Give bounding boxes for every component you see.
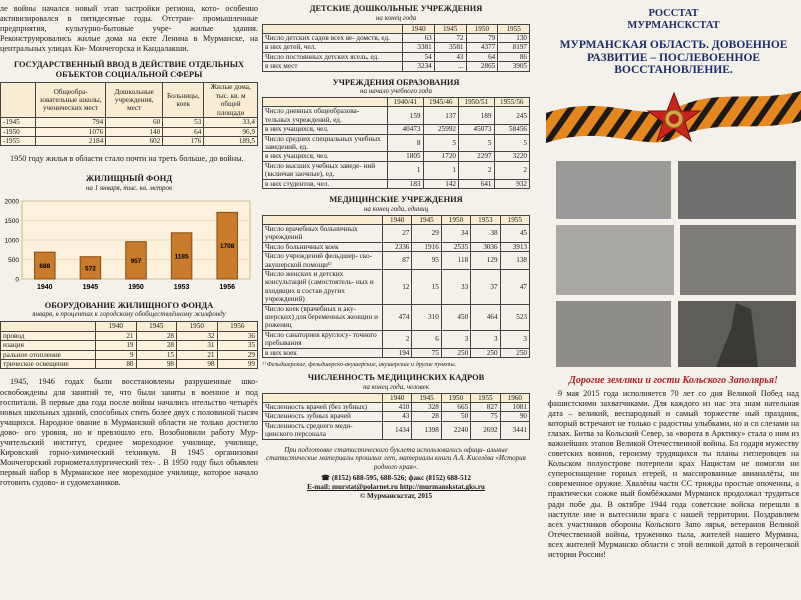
table-cell: 3 (500, 330, 529, 348)
table-cell: 96,9 (204, 127, 258, 136)
table-cell: 63 (403, 33, 435, 42)
table-cell: 1805 (388, 152, 424, 161)
right-column (546, 0, 801, 600)
table-cell: 3581 (434, 43, 466, 52)
x-tick-label: 1950 (128, 283, 144, 291)
table-cell: 142 (423, 179, 459, 188)
row-label: Численность среднего меди- цинского персонала (263, 421, 383, 439)
table-row (1, 127, 258, 136)
table-row (1, 331, 258, 340)
table-cell: 3220 (494, 152, 530, 161)
copyright: © Мурманскстат, 2015 (359, 492, 433, 501)
x-tick-label: 1953 (173, 283, 190, 291)
table-cell: 641 (459, 179, 495, 188)
table-row (263, 161, 530, 179)
table-cell: 43 (434, 52, 466, 61)
table-cell: ... (434, 62, 466, 71)
table-cell: 60 (106, 118, 163, 127)
education-header: 1945/46 (423, 98, 459, 107)
medical-footnote: ¹⁾ Фельдшерские, фельдшерско-акушерские, акушерские и другие пункты. (262, 361, 457, 369)
table-cell: 328 (412, 403, 441, 412)
table-cell: 4377 (466, 43, 498, 52)
table-cell: 189 (459, 107, 495, 125)
bar-value-label: 957 (130, 257, 142, 265)
table-cell: 410 (383, 403, 412, 412)
y-tick-label: 0 (15, 276, 19, 284)
table-cell: 794 (36, 118, 106, 127)
education-table (262, 97, 530, 189)
table-cell: 35 (217, 341, 258, 350)
table-cell: 665 (441, 403, 470, 412)
table-cell: 1 (423, 161, 459, 179)
table-cell: 2692 (471, 421, 500, 439)
bar-value-label: 1185 (174, 253, 189, 261)
table-cell: 75 (412, 348, 441, 357)
row-label: -1955 (1, 136, 36, 145)
table-cell: 5 (459, 134, 495, 152)
table-cell: 130 (498, 33, 530, 42)
table-cell: 64 (466, 52, 498, 61)
row-label: в них коек (263, 348, 383, 357)
table-cell: 28 (412, 412, 441, 421)
medstaff-table (262, 393, 530, 440)
table-cell: 90 (500, 412, 529, 421)
table-cell: 183 (388, 179, 424, 188)
housing-fund-chart-title: ЖИЛИЩНЫЙ ФОНД (85, 174, 173, 184)
table-row (263, 252, 530, 270)
medical-title: МЕДИЦИНСКИЕ УЧРЕЖДЕНИЯ (329, 195, 463, 205)
table-row (263, 33, 530, 42)
x-tick-label: 1945 (82, 283, 99, 291)
bar-value-label: 572 (84, 265, 96, 273)
x-tick-label: 1956 (219, 283, 235, 291)
row-label: Число коек (врачебных и аку- шерских) для беременных женщин и рожениц (263, 304, 383, 330)
table-cell: 932 (494, 179, 530, 188)
y-tick-label: 500 (8, 256, 19, 264)
housing-equipment-header: 1945 (136, 322, 177, 331)
education-header: 1955/56 (494, 98, 530, 107)
table-cell: 464 (471, 304, 500, 330)
table-cell: 189,5 (204, 136, 258, 145)
row-label: Число средних специальных учебных заведений, ед. (263, 134, 388, 152)
bar-value-label: 1708 (219, 243, 235, 251)
x-tick-label: 1940 (37, 283, 53, 291)
bar-value-label: 688 (39, 262, 51, 270)
table-cell: 2535 (441, 242, 470, 251)
education-subtitle: на начало учебного года (360, 87, 432, 96)
table-cell: 45073 (459, 125, 495, 134)
y-tick-label: 1000 (4, 237, 19, 245)
medstaff-subtitle: на конец года, человек (362, 382, 430, 391)
social-objects-header: Больницы, коек (163, 83, 204, 118)
education-header: 1950/51 (459, 98, 495, 107)
table-row (263, 412, 530, 421)
medical-header (263, 215, 383, 224)
medical-header: 1950 (441, 215, 470, 224)
contact-email[interactable]: E-mail: murstat@polarnet.ru http://murmanskstat.gks.ru (307, 483, 485, 492)
table-row (1, 350, 258, 359)
table-cell: 31 (177, 341, 218, 350)
table-cell: 15 (412, 270, 441, 305)
row-label: в них учащихся, чел. (263, 125, 388, 134)
table-cell: 3905 (498, 62, 530, 71)
table-cell: 72 (434, 33, 466, 42)
org-rosstat: РОССТАТ (648, 8, 699, 19)
housing-fund-chart (0, 195, 255, 295)
table-cell: 3 (441, 330, 470, 348)
table-cell: 36 (217, 331, 258, 340)
table-cell: 5 (494, 134, 530, 152)
table-row (263, 421, 530, 439)
table-cell: 87 (383, 252, 412, 270)
medical-header: 1945 (412, 215, 441, 224)
table-row (1, 118, 258, 127)
preschool-header: 1955 (498, 24, 530, 33)
medical-header: 1940 (383, 215, 412, 224)
housing-equipment-header (1, 322, 96, 331)
housing-equipment-subtitle: января, в процентах к городскому обобществлённому жилфонду (32, 310, 226, 319)
table-cell: 37 (471, 270, 500, 305)
table-cell: 602 (106, 136, 163, 145)
table-row (1, 341, 258, 350)
table-row (263, 330, 530, 348)
row-label: в них детей, чел. (263, 43, 403, 52)
table-cell: 2 (383, 330, 412, 348)
row-label: провод (1, 331, 96, 340)
table-cell: 176 (163, 136, 204, 145)
row-label: Численность зубных врачей (263, 412, 383, 421)
table-cell: 58456 (494, 125, 530, 134)
table-row (263, 152, 530, 161)
table-cell: 250 (441, 348, 470, 357)
medical-table (262, 215, 530, 359)
left-column (0, 0, 258, 600)
row-label: Число санаториев круглосу- точного пребывания (263, 330, 383, 348)
row-label: Число больничных коек (263, 242, 383, 251)
table-cell: 138 (500, 252, 529, 270)
preschool-header (263, 24, 403, 33)
table-row (263, 52, 530, 61)
table-cell: 2184 (36, 136, 106, 145)
table-cell: 99 (217, 360, 258, 369)
table-cell: 29 (217, 350, 258, 359)
preschool-table (262, 24, 530, 72)
medstaff-header: 1945 (412, 393, 441, 402)
table-cell: 129 (471, 252, 500, 270)
table-row (263, 125, 530, 134)
social-objects-header: Дошкольные учреждения, мест (106, 83, 163, 118)
social-objects-header: Жилые дома, тыс. кв. м общей площади (204, 83, 258, 118)
table-cell: 27 (383, 225, 412, 243)
housing-equipment-title: ОБОРУДОВАНИЕ ЖИЛИЩНОГО ФОНДА (44, 300, 214, 310)
table-cell: 474 (383, 304, 412, 330)
org-murmanskstat: МУРМАНСКСТАТ (627, 19, 720, 31)
table-cell: 54 (403, 52, 435, 61)
table-cell: 245 (494, 107, 530, 125)
table-cell: 75 (471, 412, 500, 421)
y-tick-label: 1500 (4, 217, 19, 225)
row-label: в них мест (263, 62, 403, 71)
row-label: трическое освещение (1, 360, 96, 369)
housing-equipment-header: 1950 (177, 322, 218, 331)
table-cell: 34 (441, 225, 470, 243)
table-cell: 25992 (423, 125, 459, 134)
table-cell: 28 (136, 331, 177, 340)
table-cell: 98 (177, 360, 218, 369)
table-row (1, 360, 258, 369)
table-cell: 8 (388, 134, 424, 152)
preschool-header: 1945 (434, 24, 466, 33)
table-cell: 2 (494, 161, 530, 179)
table-cell: 45 (500, 225, 529, 243)
row-label: Число женских и детских консультаций (самостоятель- ных и входящих в состав других учреждений) (263, 270, 383, 305)
table-row (263, 43, 530, 52)
row-label: Число учреждений фельдшер- ско-акушерской помощи¹⁾ (263, 252, 383, 270)
row-label: ральное отопление (1, 350, 96, 359)
social-objects-table (0, 82, 258, 146)
table-cell: 9 (96, 350, 137, 359)
table-cell: 19 (96, 341, 137, 350)
table-cell: 1 (388, 161, 424, 179)
table-cell: 2336 (383, 242, 412, 251)
preschool-header: 1950 (466, 24, 498, 33)
table-cell: 64 (163, 127, 204, 136)
social-objects-header: Общеобра- зовательные школы, ученических мест (36, 83, 106, 118)
preschool-header: 1940 (403, 24, 435, 33)
table-cell: 40473 (388, 125, 424, 134)
table-cell: 12 (383, 270, 412, 305)
medical-header: 1955 (500, 215, 529, 224)
table-cell: 43 (383, 412, 412, 421)
table-cell: 159 (388, 107, 424, 125)
table-cell: 80 (96, 360, 137, 369)
table-cell: 33 (441, 270, 470, 305)
table-cell: 450 (441, 304, 470, 330)
row-label: в них студентов, чел. (263, 179, 388, 188)
medstaff-header (263, 393, 383, 402)
table-cell: 2865 (466, 62, 498, 71)
housing-growth-paragraph: 1950 году жилья в области стало почти на треть больше, до войны. (10, 154, 244, 164)
table-cell: 1720 (423, 152, 459, 161)
table-row (263, 403, 530, 412)
table-row (263, 242, 530, 251)
row-label: Число высших учебных заведе- ний (включая заочные), ед. (263, 161, 388, 179)
table-cell: 2240 (441, 421, 470, 439)
ribbon-and-order-emblem (546, 83, 801, 373)
table-cell: 28 (136, 341, 177, 350)
row-label: Число постоянных детских ясель, ед. (263, 52, 403, 61)
housing-fund-chart-subtitle: на 1 января, тыс. кв. метров (85, 183, 173, 192)
table-cell: 3913 (500, 242, 529, 251)
social-objects-title: ГОСУДАРСТВЕННЫЙ ВВОД В ДЕЙСТВИЕ ОТДЕЛЬНЫХ ОБЪЕКТОВ СОЦИАЛЬНОЙ СФЕРЫ (13, 60, 245, 79)
table-cell: 47 (500, 270, 529, 305)
table-cell: 6 (412, 330, 441, 348)
row-label: Численность врачей (без зубных) (263, 403, 383, 412)
row-label: -1950 (1, 127, 36, 136)
table-cell: 250 (471, 348, 500, 357)
medstaff-header: 1955 (471, 393, 500, 402)
intro-paragraph: ле войны начался новый этап застройки региона, кото- особенно активизировался в пятидесятые годы. Отстраи- промышленные предприятия, культурно-бытовые учре- жилые здания. Реконструировались жилые дома на екте Ленина в Мурманске, на центральных улицах Ки- Мончегорска и Кандалакши. (0, 4, 258, 54)
row-label: в них учащихся, чел. (263, 152, 388, 161)
y-tick-label: 2000 (4, 198, 19, 206)
table-row (263, 134, 530, 152)
education-header (263, 98, 388, 107)
housing-equipment-table (0, 321, 258, 369)
table-cell: 2 (459, 161, 495, 179)
table-cell: 98 (136, 360, 177, 369)
table-cell: 827 (471, 403, 500, 412)
table-cell: 1076 (36, 127, 106, 136)
table-row (263, 304, 530, 330)
table-cell: 2297 (459, 152, 495, 161)
table-row (263, 270, 530, 305)
table-cell: 29 (412, 225, 441, 243)
medstaff-header: 1950 (441, 393, 470, 402)
row-label: -1945 (1, 118, 36, 127)
table-row (263, 348, 530, 357)
table-cell: 21 (96, 331, 137, 340)
contact-phone: ☎ (8152) 688-595, 688-526; факс (8152) 688-512 (321, 474, 471, 483)
medical-subtitle: на конец года, единиц (363, 204, 429, 213)
table-row (263, 107, 530, 125)
table-cell: 5 (423, 134, 459, 152)
row-label: Число дневных общеобразова- тельных учреждений, ед. (263, 107, 388, 125)
medstaff-title: ЧИСЛЕННОСТЬ МЕДИЦИНСКИХ КАДРОВ (307, 373, 485, 383)
housing-equipment-header: 1956 (217, 322, 258, 331)
row-label: Число врачебных больничных учреждений (263, 225, 383, 243)
social-objects-header (1, 83, 36, 118)
booklet-title: МУРМАНСКАЯ ОБЛАСТЬ. ДОВОЕННОЕ РАЗВИТИЕ – ПОСЛЕВОЕННОЕ ВОССТАНОВЛЕНИЕ. (559, 39, 788, 76)
medical-header: 1953 (471, 215, 500, 224)
table-cell: 1916 (412, 242, 441, 251)
schools-paragraph: 1945, 1946 годах были восстановлены разрушенные шко- освобождены для занятий те, что были заняты в военное и под госпитали. В первые два года после войны начались ительство четырёх новых школьных зданий, способных стить более двух с половиной тысяч учащихся. Народное ование в Мурманской области не только достигло дово- ого уровня, но и превзошло его. Возобновили работу Мур- учительский институт, среднее мореходное училище, училище, Кировский горно-химический техникум. В 1945 организован Мончегорский горнометаллургический тех- . В 1950 году был объявлен первый набор в Мурманское нее мореходное училище, которое начало готовить судово- и судомехаников. (0, 377, 258, 488)
table-cell: 95 (412, 252, 441, 270)
table-cell: 8197 (498, 43, 530, 52)
education-title: УЧРЕЖДЕНИЯ ОБРАЗОВАНИЯ (332, 77, 460, 87)
table-cell: 32 (177, 331, 218, 340)
table-cell: 3 (471, 330, 500, 348)
table-cell: 140 (106, 127, 163, 136)
row-label: изация (1, 341, 96, 350)
table-cell: 21 (177, 350, 218, 359)
table-cell: 194 (383, 348, 412, 357)
table-cell: 38 (471, 225, 500, 243)
table-cell: 1081 (500, 403, 529, 412)
table-cell: 86 (498, 52, 530, 61)
table-cell: 1434 (383, 421, 412, 439)
education-header: 1940/41 (388, 98, 424, 107)
table-cell: 118 (441, 252, 470, 270)
table-cell: 1398 (412, 421, 441, 439)
table-cell: 15 (136, 350, 177, 359)
table-cell: 250 (500, 348, 529, 357)
table-cell: 3234 (403, 62, 435, 71)
preschool-title: ДЕТСКИЕ ДОШКОЛЬНЫЕ УЧРЕЖДЕНИЯ (309, 4, 483, 13)
table-cell: 33,4 (204, 118, 258, 127)
table-row (1, 136, 258, 145)
table-cell: 79 (466, 33, 498, 42)
table-row (263, 179, 530, 188)
middle-column (262, 0, 530, 600)
table-cell: 50 (441, 412, 470, 421)
table-cell: 137 (423, 107, 459, 125)
table-row (263, 225, 530, 243)
greeting-body: 9 мая 2015 года исполняется 70 лет со дня Великой Побед над фашистскими захватчиками. Для каждого из нас эта знам нательная дата – великий, веспародный и самый торжестве ный праздник, который встречают не только с радостны улыбками, но и со слезами на глазах. Битва за Кольский Север, за «ворота в Арктику» стала о ним из важнейших этапов Великой Отечественной войны. Бл годаря мужеству советских воинов, героизму трудящихся ты планы гитлеровцев на Кольском полуострове потерпели крах Нацистам не помогли ни супероснащение горных егерей, н массированные авианалёты, ни современное оружие. Хвалёны части СС трижды простые опоченны, а практически сожже ный бомбёжками Мурманск продолжал трудиться ради побе ды. В октябре 1944 года советские войска перешли в наступле ние и вытеснили врага с нашей территории. Поздравляем всех участников обороны Кольского Запо лярья, ветеранов Великой Отечественной войны, труженико тыла, жителей нашего Мурмана, всех жителей Мурманско области с этой великой датой в героической истории России! (548, 388, 799, 559)
medstaff-header: 1960 (500, 393, 529, 402)
medstaff-header: 1940 (383, 393, 412, 402)
table-cell: 523 (500, 304, 529, 330)
table-cell: 3381 (403, 43, 435, 52)
row-label: Число детских садов всех ве- домств, ед. (263, 33, 403, 42)
sources-note: При подготовке статистического буклета использовались офици- альные статистические материалы прошлых лет, материалы книги А.А. Киселёва «История родного края». (266, 445, 526, 471)
table-cell: 3036 (471, 242, 500, 251)
preschool-subtitle: на конец года (375, 13, 417, 22)
photo-collage (546, 83, 801, 373)
table-cell: 53 (163, 118, 204, 127)
table-cell: 310 (412, 304, 441, 330)
table-cell: 3441 (500, 421, 529, 439)
table-row (263, 62, 530, 71)
housing-equipment-header: 1940 (96, 322, 137, 331)
greeting-heading: Дорогие земляки и гости Кольского Заполярья! (569, 374, 778, 386)
